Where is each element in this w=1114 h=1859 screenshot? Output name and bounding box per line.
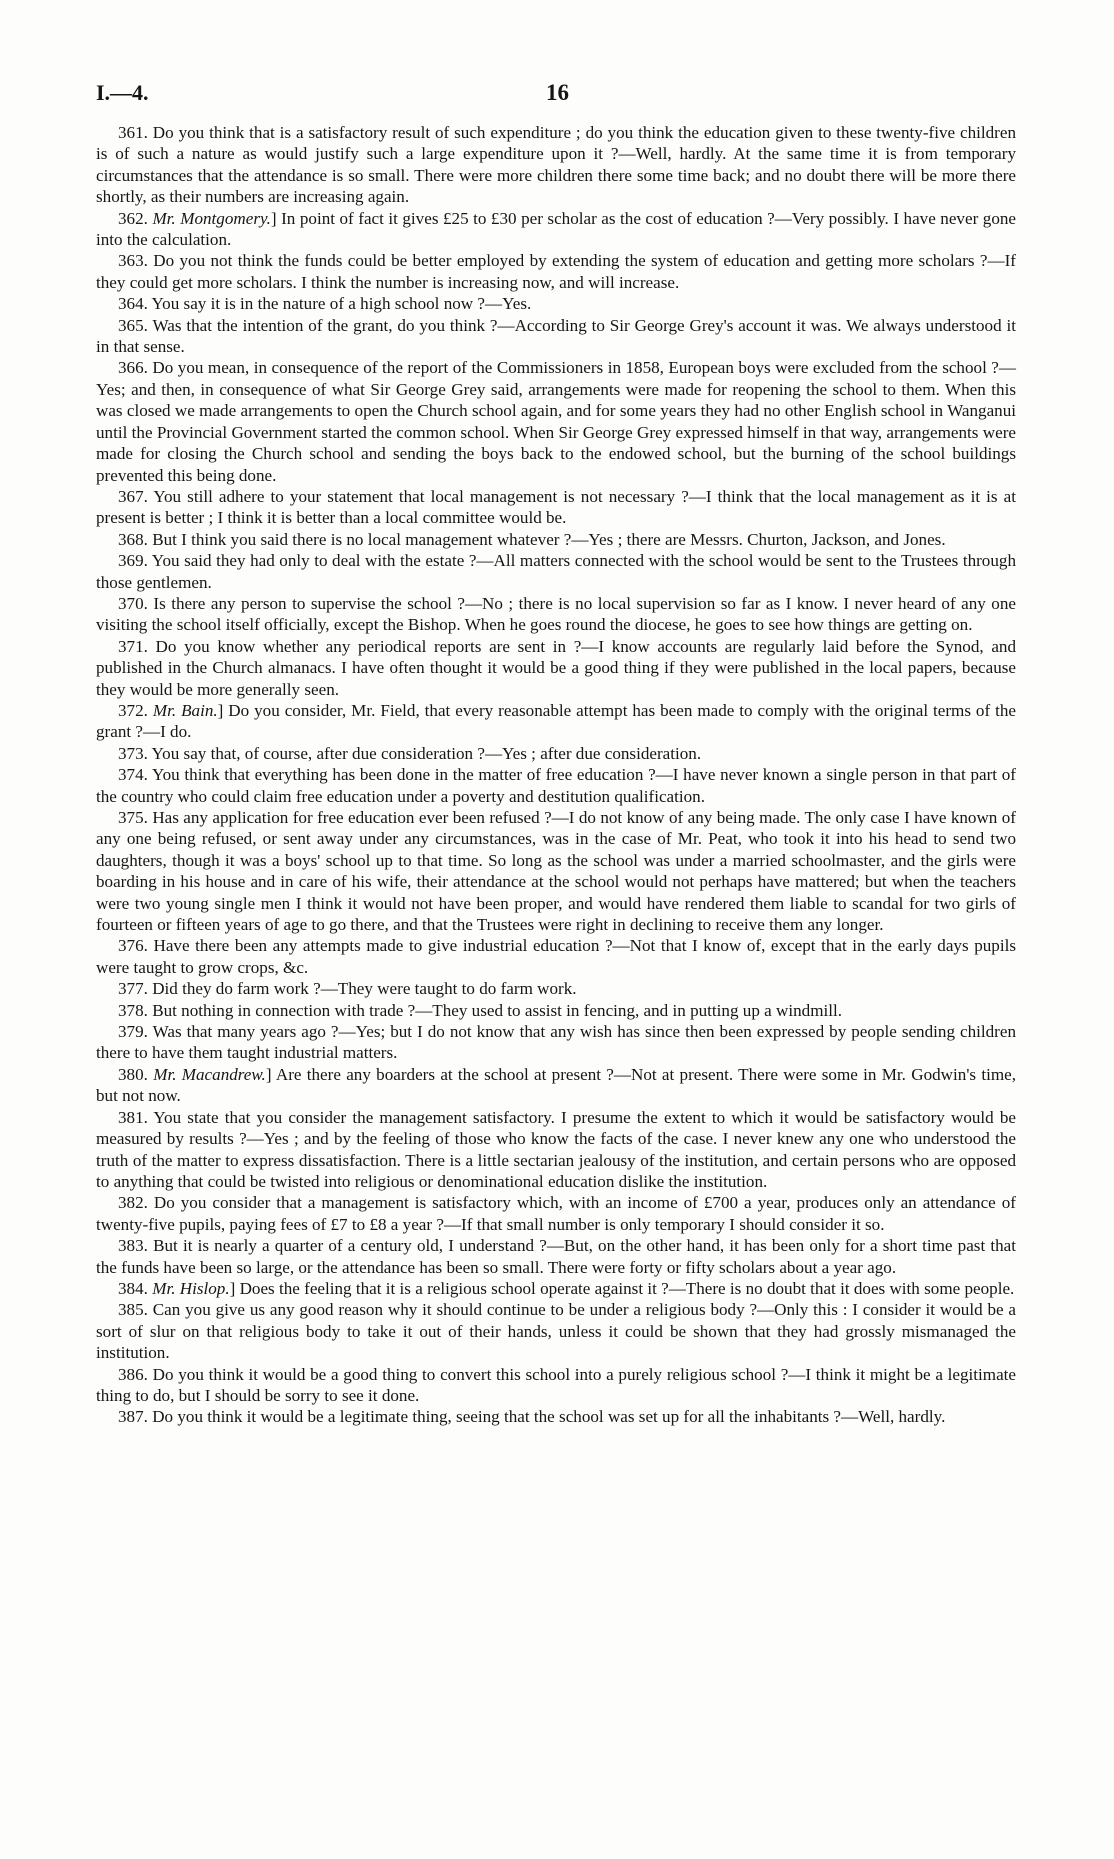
paragraph-382: 382. Do you consider that a management is satisfactory which, with an income of £700 a year, produces only an attendance of twenty-five pupils, paying fees of £7 to £8 a year ?—If that small number is only temporary I should consider it so.: [96, 1193, 1016, 1234]
paragraph-386: 386. Do you think it would be a good thing to convert this school into a purely religious school ?—I think it might be a legitimate thing to do, but I should be sorry to see it done.: [96, 1364, 1016, 1405]
speaker-name: Mr. Montgomery.: [152, 208, 271, 228]
speaker-name: Mr. Hislop.: [152, 1278, 230, 1298]
paragraph-363: 363. Do you not think the funds could be better employed by extending the system of education and getting more scholars ?—If they could get more scholars. I think the number is increasing now, and will increase.: [96, 251, 1016, 292]
paper-reference: I.—4.: [96, 80, 149, 105]
paragraph-366: 366. Do you mean, in consequence of the report of the Commissioners in 1858, European boys were excluded from the school ?—Yes; and then, in consequence of what Sir George Grey said, arrangements were made for reopening the school to them. When this was closed we made arrangements to open the Church school again, and for some years they had no other English school in Wanganui until the Provincial Government started the common school. When Sir George Grey expressed himself in that way, arrangements were made for closing the Church school and sending the boys back to the endowed school, but the burning of the school buildings prevented this being done.: [96, 358, 1016, 485]
paragraph-383: 383. But it is nearly a quarter of a century old, I understand ?—But, on the other hand, it has been only for a short time past that the funds have been so large, or the attendance has been so small. There were forty or fifty scholars about a year ago.: [96, 1236, 1016, 1277]
page-header: [96, 80, 1018, 112]
paragraph-380: 380. Mr. Macandrew.] Are there any boarders at the school at present ?—Not at present. There were some in Mr. Godwin's time, but not now.: [96, 1064, 1016, 1106]
paragraph-370: 370. Is there any person to supervise the school ?—No ; there is no local supervision so far as I know. I never heard of any one visiting the school itself officially, except the Bishop. When he goes round the diocese, he goes to see how things are getting on.: [96, 593, 1016, 635]
speaker-name: Mr. Bain.: [152, 700, 218, 720]
paragraph-369: 369. You said they had only to deal with the estate ?—All matters connected with the school would be sent to the Trustees through those gentlemen.: [96, 551, 1016, 592]
paragraph-374: 374. You think that everything has been done in the matter of free education ?—I have never known a single person in that part of the country who could claim free education under a poverty and destitution qualification.: [96, 765, 1016, 806]
paragraph-376: 376. Have there been any attempts made to give industrial education ?—Not that I know of, except that in the early days pupils were taught to grow crops, &c.: [96, 936, 1016, 977]
paragraph-364: 364. You say it is in the nature of a high school now ?—Yes.: [118, 294, 532, 314]
paragraph-378: 378. But nothing in connection with trade ?—They used to assist in fencing, and in putting up a windmill.: [118, 1000, 843, 1020]
page-number: 16: [546, 80, 569, 105]
paragraph-373: 373. You say that, of course, after due consideration ?—Yes ; after due consideration.: [118, 743, 702, 763]
paragraph-381: 381. You state that you consider the management satisfactory. I presume the extent to which it would be satisfactory would be measured by results ?—Yes ; and by the feeling of those who know the facts of the case. I never knew any one who understood the truth of the matter to express dissatisfaction. There is a little sectarian jealousy of the institution, and certain persons who are opposed to anything that could be twisted into religious or denominational education dislike the institution.: [96, 1107, 1016, 1191]
paragraph-372: 372. Mr. Bain.] Do you consider, Mr. Field, that every reasonable attempt has been made to comply with the original terms of the grant ?—I do.: [96, 700, 1016, 742]
paragraph-362: 362. Mr. Montgomery.] In point of fact it gives £25 to £30 per scholar as the cost of education ?—Very possibly. I have never gone into the calculation.: [96, 208, 1016, 250]
paragraph-377: 377. Did they do farm work ?—They were taught to do farm work.: [118, 979, 577, 999]
paragraph-368: 368. But I think you said there is no local management whatever ?—Yes ; there are Messrs. Churton, Jackson, and Jones.: [118, 529, 946, 549]
paragraph-361: 361. Do you think that is a satisfactory result of such expenditure ; do you think the education given to these twenty-five children is of such a nature as would justify such a large expenditure upon it ?—Well, hardly. At the same time it is from temporary circumstances that the attendance is so small. There were more children there some time back; and no doubt there will be more there shortly, as their numbers are increasing again.: [96, 123, 1016, 207]
paragraph-387: 387. Do you think it would be a legitimate thing, seeing that the school was set up for all the inhabitants ?—Well, hardly.: [118, 1407, 946, 1427]
paragraph-379: 379. Was that many years ago ?—Yes; but I do not know that any wish has since then been expressed by people sending children there to have them taught industrial matters.: [96, 1022, 1016, 1063]
paragraph-385: 385. Can you give us any good reason why it should continue to be under a religious body ?—Only this : I consider it would be a sort of slur on that religious body to take it out of their hands, unless it could be shown that they had grossly mismanaged the institution.: [96, 1300, 1016, 1363]
speaker-name: Mr. Macandrew.: [153, 1064, 266, 1084]
testimony-body: [96, 122, 1016, 1428]
paragraph-384: 384. Mr. Hislop.] Does the feeling that it is a religious school operate against it ?—There is no doubt that it does with some people.: [118, 1278, 1015, 1298]
paragraph-367: 367. You still adhere to your statement that local management is not necessary ?—I think that the local management as it is at present is better ; I think it is better than a local committee would be.: [96, 486, 1016, 528]
paragraph-365: 365. Was that the intention of the grant, do you think ?—According to Sir George Grey's account it was. We always understood it in that sense.: [96, 315, 1016, 357]
paragraph-371: 371. Do you know whether any periodical reports are sent in ?—I know accounts are regularly laid before the Synod, and published in the Church almanacs. I have often thought it would be a good thing if they were published in the local papers, because they would be more generally seen.: [96, 636, 1016, 699]
paragraph-375: 375. Has any application for free education ever been refused ?—I do not know of any being made. The only case I have known of any one being refused, or sent away under any circumstances, was in the case of Mr. Peat, who took it into his head to send two daughters, though it was a boys' school up to that time. So long as the school was under a married schoolmaster, and the girls were boarding in his house and in care of his wife, their attendance at the school would not perhaps have mattered; but when the teachers were two young single men I think it would not have been proper, and would have rendered them liable to scandal for two girls of fourteen or fifteen years of age to go there, and that the Trustees were right in declining to receive them any longer.: [96, 808, 1016, 935]
